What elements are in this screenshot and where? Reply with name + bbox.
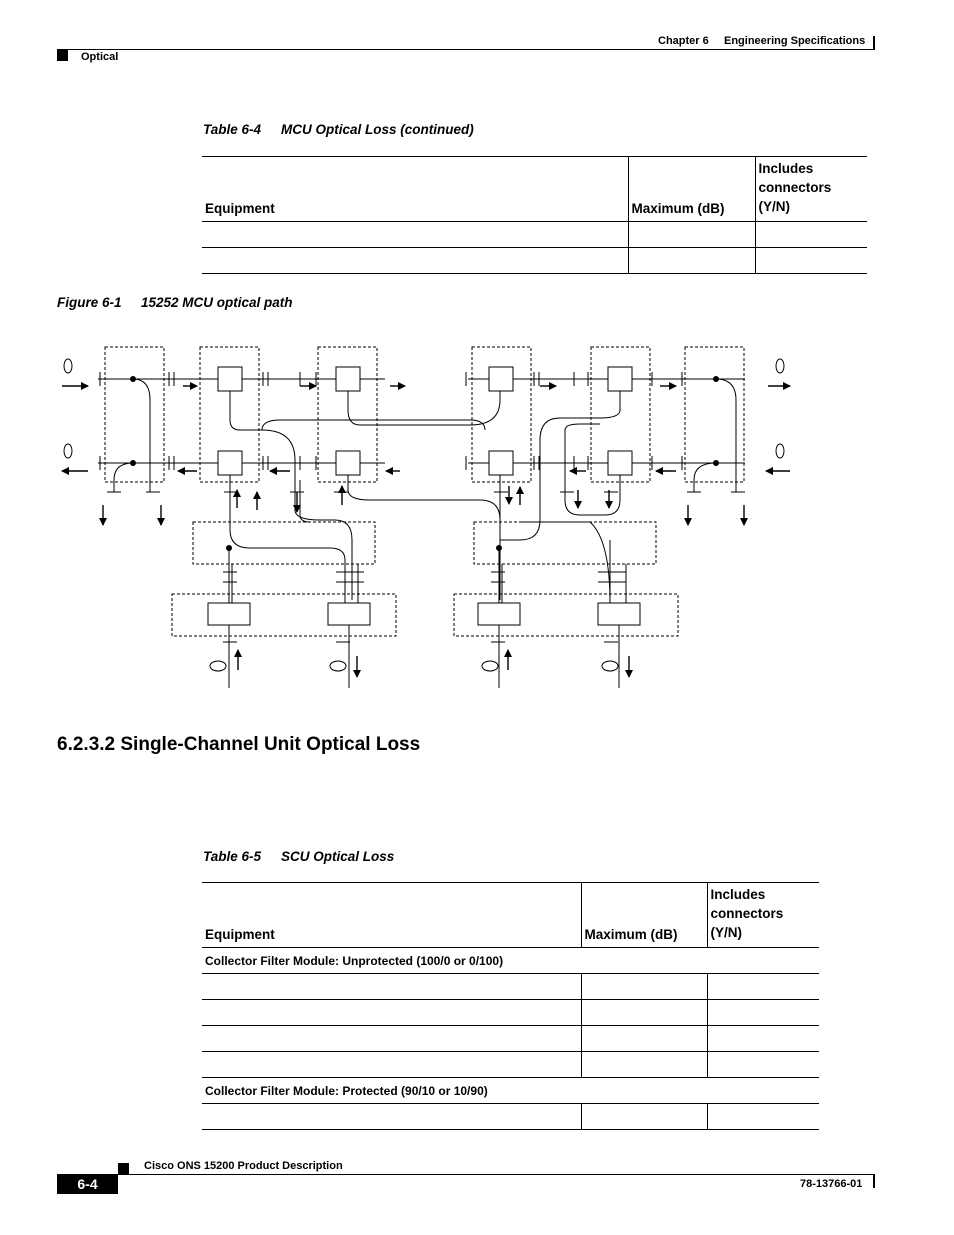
- table-cell: [202, 1052, 581, 1078]
- header-chapter-title: Engineering Specifications: [724, 35, 866, 47]
- table4-caption-title: MCU Optical Loss (continued): [281, 122, 474, 137]
- module-outlines: [105, 347, 744, 636]
- component-boxes: [208, 367, 640, 625]
- table-cell: [202, 1026, 581, 1052]
- header-marker: [57, 50, 68, 61]
- table-cell: [581, 1104, 707, 1130]
- footer-doc-title: Cisco ONS 15200 Product Description: [144, 1160, 343, 1172]
- table-cell: [202, 248, 628, 274]
- figure-caption-num: Figure 6-1: [57, 295, 122, 310]
- table-cell: [707, 974, 819, 1000]
- table5-group-row: [202, 948, 819, 974]
- table-row: [202, 974, 819, 1000]
- table-cell: [202, 1000, 581, 1026]
- footer-marker: [118, 1163, 129, 1174]
- table4-col-maximum: Maximum (dB): [628, 157, 755, 222]
- table-row: [202, 1052, 819, 1078]
- table-cell: [707, 1052, 819, 1078]
- table-row: [202, 248, 867, 274]
- table-row: [202, 222, 867, 248]
- table5-caption: [203, 849, 394, 864]
- table5-header-row: [202, 883, 819, 948]
- table5-group-row: [202, 1078, 819, 1104]
- table-cell: [581, 1000, 707, 1026]
- table4: [202, 156, 867, 274]
- table-cell: [202, 222, 628, 248]
- header-line: [57, 49, 875, 50]
- table-row: [202, 1104, 819, 1130]
- table-cell: [202, 1104, 581, 1130]
- table-cell: [707, 1104, 819, 1130]
- table5: [202, 882, 819, 1130]
- table-cell: [581, 1026, 707, 1052]
- table5-group1-label: Collector Filter Module: Unprotected (100/0 or 0/100): [205, 953, 504, 968]
- table5-caption-num: Table 6-5: [203, 849, 262, 864]
- header-rule: [873, 36, 875, 50]
- footer-page-number: 6-4: [77, 1176, 98, 1192]
- table4-col-equipment: Equipment: [205, 201, 275, 216]
- table5-caption-title: SCU Optical Loss: [281, 849, 395, 864]
- header-chapter: Chapter 6: [658, 35, 709, 47]
- table-cell: [581, 1052, 707, 1078]
- table-cell: [628, 248, 755, 274]
- footer-doc-number: 78-13766-01: [800, 1178, 863, 1190]
- footer-line: [57, 1174, 875, 1175]
- figure-caption: [57, 295, 293, 310]
- table4-caption-num: Table 6-4: [203, 122, 262, 137]
- table-cell: [755, 222, 867, 248]
- section-heading: 6.2.3.2 Single-Channel Unit Optical Loss: [57, 734, 421, 755]
- table4-caption: [203, 122, 474, 137]
- table-cell: [755, 248, 867, 274]
- signal-arrows: [62, 386, 790, 677]
- table5-col-equipment: Equipment: [205, 927, 275, 942]
- table-row: [202, 1000, 819, 1026]
- connector-ticks: [100, 372, 745, 642]
- table4-col-connectors: Includes connectors (Y/N): [755, 157, 867, 222]
- footer-rule: [873, 1175, 875, 1188]
- table-cell: [707, 1000, 819, 1026]
- table4-header-row: [202, 157, 867, 222]
- table-cell: [628, 222, 755, 248]
- table-row: [202, 1026, 819, 1052]
- table5-col-connectors: Includes connectors (Y/N): [707, 883, 819, 948]
- table-cell: [202, 974, 581, 1000]
- header-section: Optical: [81, 51, 119, 63]
- table5-group2-label: Collector Filter Module: Protected (90/10 or 10/90): [205, 1083, 488, 1098]
- table-cell: [581, 974, 707, 1000]
- table-cell: [707, 1026, 819, 1052]
- mcu-optical-path-diagram: [0, 330, 954, 700]
- figure-caption-title: 15252 MCU optical path: [141, 295, 293, 310]
- table5-col-maximum: Maximum (dB): [581, 883, 707, 948]
